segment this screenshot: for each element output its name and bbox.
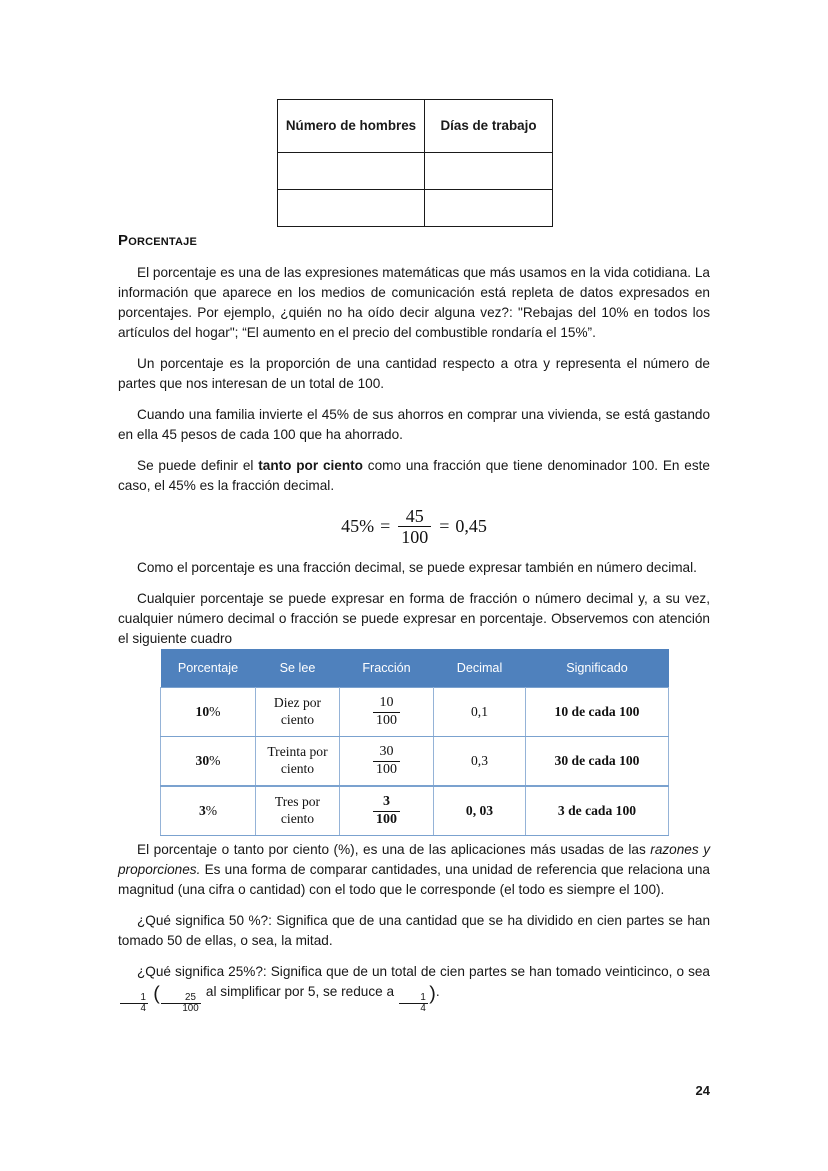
formula-lhs: 45% — [341, 516, 375, 537]
cell-fraccion — [340, 737, 434, 787]
text-fragment: como una fracción que tiene denominador 100. En este caso, el 45% es la fracción decimal. — [118, 457, 710, 493]
cell-decimal: 0,3 — [434, 737, 526, 787]
cell-porcentaje — [161, 786, 256, 836]
cell-se-lee: Tres por ciento — [256, 786, 340, 836]
paragraph-que-significa-50: ¿Qué significa 50 %?: Significa que de una cantidad que se ha dividido en cien partes se han tomado 50 de ellas, o sea, la mitad. — [118, 912, 710, 948]
cell-significado: 3 de cada 100 — [526, 786, 669, 836]
fraction-denominator: 4 — [120, 1003, 148, 1014]
percent-symbol: % — [205, 802, 218, 818]
text-fragment: El porcentaje o tanto por ciento (%), es una de las aplicaciones más usadas de las — [137, 842, 651, 857]
cell-se-lee: Treinta por ciento — [256, 737, 340, 787]
content-upper — [118, 232, 710, 660]
fraction-denominator: 100 — [398, 526, 431, 546]
table-row — [161, 786, 669, 836]
fraction-denominator: 100 — [373, 811, 400, 827]
cell-fraccion — [340, 688, 434, 737]
cell-decimal: 0, 03 — [434, 786, 526, 836]
formula-rhs: 0,45 — [455, 516, 487, 537]
fraction-numerator: 45 — [405, 505, 424, 526]
table-row — [161, 737, 669, 787]
top-table-header-dias: Días de trabajo — [425, 100, 553, 153]
text-fragment: . — [435, 983, 440, 999]
cell-significado: 30 de cada 100 — [526, 737, 669, 787]
formula-equals-2: = — [439, 516, 450, 537]
fraction-numerator: 1 — [140, 992, 146, 1004]
formula-equals-1: = — [380, 516, 391, 537]
text-fragment: Es una forma de comparar cantidades, una unidad de referencia que relaciona una magnitud (una cifra o cantidad) con el todo que le corresponde (el todo es siempre el 100). — [118, 861, 710, 897]
fraction — [373, 745, 400, 777]
top-table-cell-empty — [425, 153, 553, 190]
fraction-numerator: 25 — [185, 992, 196, 1004]
page-number: 24 — [695, 1083, 710, 1098]
fraction-numerator: 1 — [420, 992, 426, 1004]
page-title: Porcentaje — [118, 232, 198, 249]
inline-fraction-25-100 — [161, 993, 200, 1014]
paragraph-tanto-por-ciento — [118, 456, 710, 496]
cell-significado: 10 de cada 100 — [526, 688, 669, 737]
fraction-numerator: 30 — [379, 744, 394, 760]
cell-porcentaje-value: 3 — [198, 802, 206, 818]
fraction-numerator: 3 — [383, 794, 390, 810]
paragraph-ejemplo-familia: Cuando una familia invierte el 45% de sus ahorros en comprar una vivienda, se está gastando en ella 45 pesos de cada 100 que ha ahorrado. — [118, 406, 710, 442]
inline-fraction-one-quarter-2 — [399, 993, 427, 1014]
fraction — [373, 795, 400, 827]
content-lower — [118, 840, 710, 1025]
cell-decimal: 0,1 — [434, 688, 526, 737]
top-table-header-hombres: Número de hombres — [278, 100, 425, 153]
table-header-row — [161, 649, 669, 688]
cell-porcentaje — [161, 737, 256, 787]
formula-fraction — [398, 507, 431, 547]
column-header-significado: Significado — [526, 649, 669, 688]
table-row-header — [278, 100, 553, 153]
top-table-cell-empty — [425, 190, 553, 227]
text-fragment: ¿Qué significa 25%?: Significa que de un total de cien partes se han tomado veinticinco, o sea — [137, 963, 710, 979]
percent-symbol: % — [209, 703, 221, 719]
fraction-denominator: 100 — [161, 1003, 200, 1014]
inline-fraction-one-quarter — [120, 993, 148, 1014]
cell-se-lee: Diez por ciento — [256, 688, 340, 737]
formula-45-percent — [118, 507, 710, 547]
percent-symbol: % — [209, 752, 221, 768]
cell-porcentaje-value: 30 — [195, 752, 210, 768]
table-row — [161, 688, 669, 737]
text-fragment: al simplificar por 5, se reduce a — [202, 983, 398, 999]
top-table-cell-empty — [278, 190, 425, 227]
paragraph-razones-proporciones — [118, 840, 710, 900]
table-row — [278, 190, 553, 227]
column-header-porcentaje: Porcentaje — [161, 649, 256, 688]
text-italic-razones-y-proporciones: razones y proporciones. — [118, 842, 711, 877]
column-header-fraccion: Fracción — [340, 649, 434, 688]
cell-porcentaje — [161, 688, 256, 737]
paragraph-intro: El porcentaje es una de las expresiones matemáticas que más usamos en la vida cotidiana. La información que aparece en los medios de comunicación está repleta de datos expresados en porcentajes. Por ejemplo, ¿quién no ha oído decir alguna vez?: "Rebajas del 10% en todos los artículos del hogar"; “El aumento en el precio del combustible rondaría el 15%”. — [118, 265, 710, 340]
table-row — [278, 153, 553, 190]
text-bold-tanto-por-ciento: tanto por ciento — [258, 457, 363, 473]
paragraph-cualquier-porcentaje: Cualquier porcentaje se puede expresar en forma de fracción o número decimal y, a su vez, cualquier número decimal o fracción se puede expresar en porcentaje. Observemos con atención el siguiente cuadro — [118, 591, 710, 647]
paragraph-que-significa-25 — [118, 962, 710, 1014]
column-header-se-lee: Se lee — [256, 649, 340, 688]
fraction-numerator: 10 — [379, 695, 394, 711]
cell-fraccion — [340, 786, 434, 836]
fraction-denominator: 4 — [399, 1003, 427, 1014]
percentage-conversion-table — [160, 649, 668, 836]
cell-porcentaje-value: 10 — [195, 703, 210, 719]
paragraph-fraccion-decimal: Como el porcentaje es una fracción decimal, se puede expresar también en número decimal. — [137, 560, 697, 576]
text-fragment: Se puede definir el — [137, 457, 259, 473]
paragraph-definicion: Un porcentaje es la proporción de una cantidad respecto a otra y representa el número de partes que nos interesan de un total de 100. — [118, 355, 710, 391]
fraction — [373, 696, 400, 728]
close-paren: ) — [429, 982, 436, 1005]
fraction-denominator: 100 — [373, 712, 400, 728]
top-table-cell-empty — [278, 153, 425, 190]
column-header-decimal: Decimal — [434, 649, 526, 688]
worker-days-table — [277, 99, 552, 227]
fraction-denominator: 100 — [373, 761, 400, 777]
open-paren: ( — [153, 982, 160, 1005]
